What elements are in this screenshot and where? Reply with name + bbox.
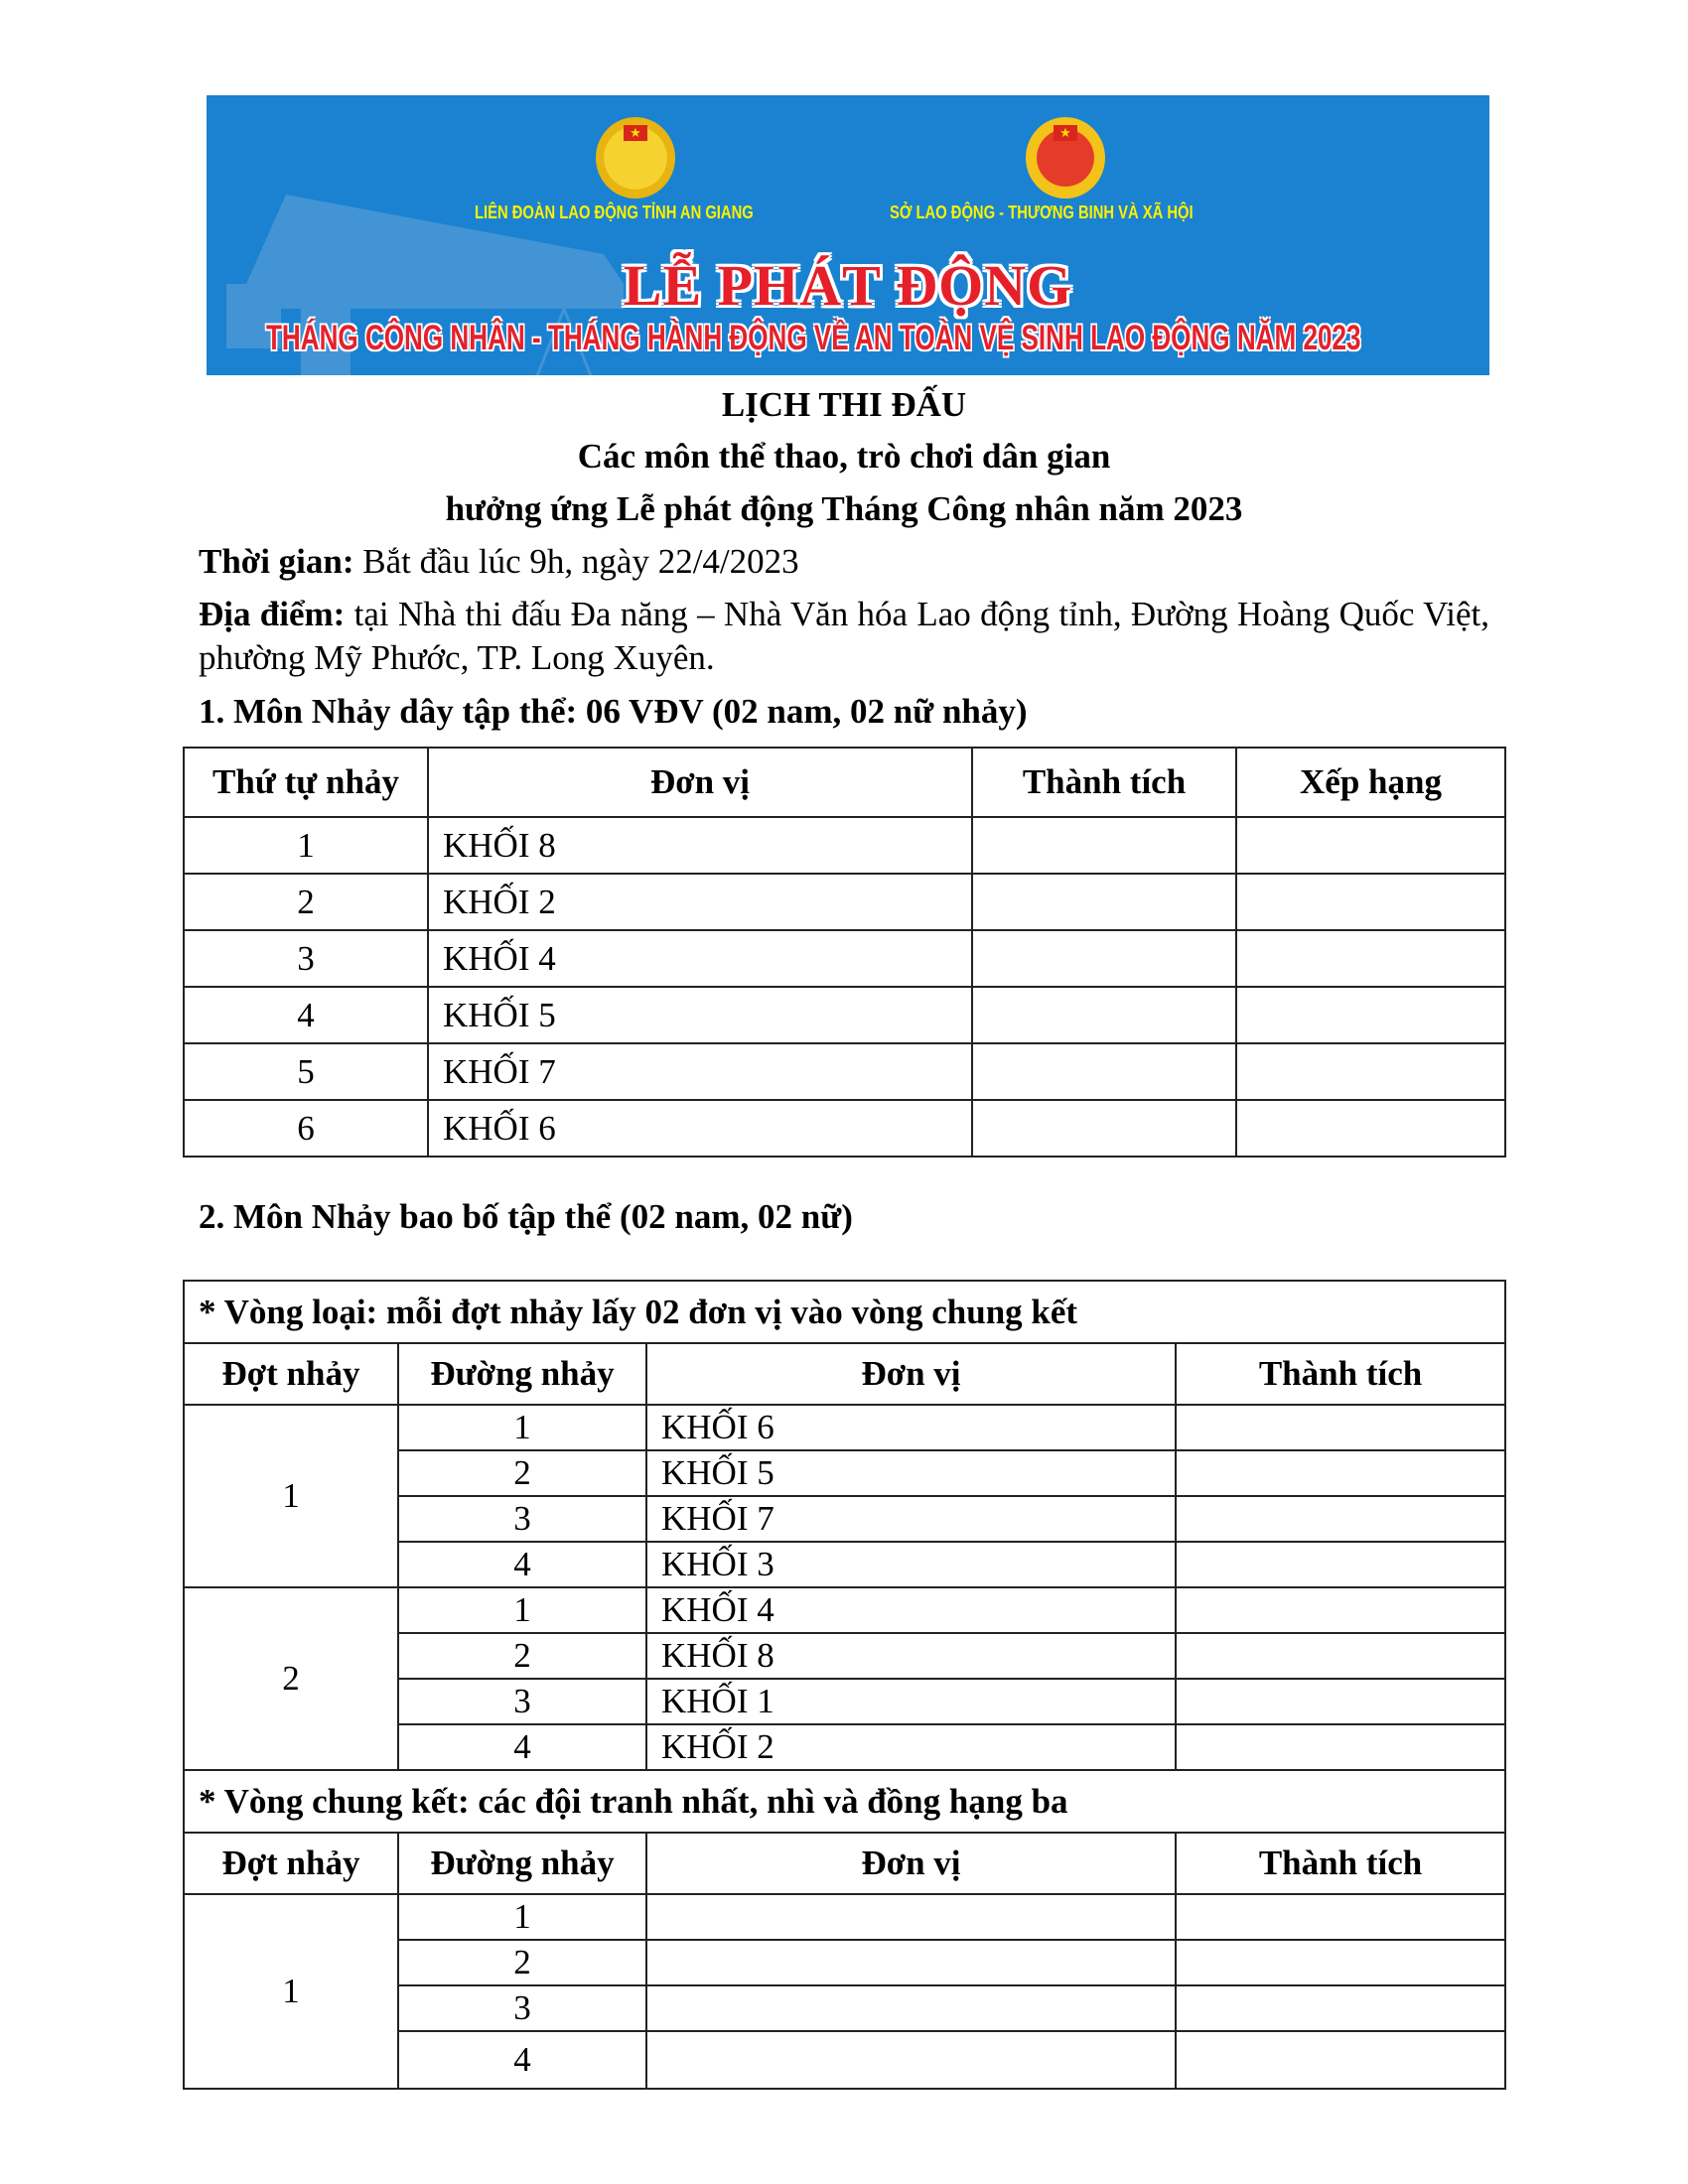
org-left-name: LIÊN ĐOÀN LAO ĐỘNG TỈNH AN GIANG [475,203,754,222]
order-cell: 2 [184,874,428,930]
result-cell [972,874,1236,930]
table-row [184,930,1505,987]
order-cell: 5 [184,1043,428,1100]
result-cell [1176,1894,1505,1940]
result-cell [972,1100,1236,1157]
section1-title: 1. Môn Nhảy dây tập thể: 06 VĐV (02 nam, 02 nữ nhảy) [199,692,1028,731]
table-row [184,1100,1505,1157]
time-label: Thời gian: [199,542,354,581]
rank-cell [1236,930,1505,987]
header-unit: Đơn vị [646,1343,1176,1405]
unit-cell [646,1985,1176,2031]
qualifying-caption-row [184,1281,1505,1343]
unit-cell: KHỐI 2 [428,874,972,930]
unit-cell [646,1940,1176,1985]
result-cell [1176,1679,1505,1724]
result-cell [1176,1496,1505,1542]
result-cell [1176,1542,1505,1587]
result-cell [1176,1985,1505,2031]
header-unit: Đơn vị [646,1833,1176,1894]
time-value: Bắt đầu lúc 9h, ngày 22/4/2023 [353,542,799,581]
table-row [184,1405,1505,1450]
unit-cell: KHỐI 3 [646,1542,1176,1587]
org-right-name: SỞ LAO ĐỘNG - THƯƠNG BINH VÀ XÃ HỘI [890,203,1194,222]
event-banner [207,95,1489,375]
qualifying-caption: * Vòng loại: mỗi đợt nhảy lấy 02 đơn vị vào vòng chung kết [184,1281,1505,1343]
banner-subtitle: THÁNG CÔNG NHÂN - THÁNG HÀNH ĐỘNG VỀ AN TOÀN VỆ SINH LAO ĐỘNG NĂM 2023 [266,319,1361,357]
lane-cell: 1 [398,1587,646,1633]
lane-cell: 3 [398,1496,646,1542]
table-row [184,987,1505,1043]
header-lane: Đường nhảy [398,1343,646,1405]
lane-cell: 1 [398,1405,646,1450]
place-value: tại Nhà thi đấu Đa năng – Nhà Văn hóa Lao động tỉnh, Đường Hoàng Quốc Việt, phường Mỹ Phước, TP. Long Xuyên. [199,595,1489,677]
qualifying-header-row [184,1343,1505,1405]
table-row [184,1587,1505,1633]
header-result: Thành tích [972,748,1236,817]
result-cell [1176,1587,1505,1633]
flag-star-icon: ★ [624,125,647,141]
unit-cell: KHỐI 4 [646,1587,1176,1633]
labor-department-logo [1026,117,1105,199]
rank-cell [1236,874,1505,930]
table-header-row [184,748,1505,817]
result-cell [1176,1633,1505,1679]
table-row [184,1894,1505,1940]
order-cell: 4 [184,987,428,1043]
unit-cell: KHỐI 8 [646,1633,1176,1679]
lane-cell: 2 [398,1450,646,1496]
unit-cell: KHỐI 8 [428,817,972,874]
lane-cell: 1 [398,1894,646,1940]
trade-union-logo [596,117,675,199]
table-row [184,874,1505,930]
table-row [184,817,1505,874]
lane-cell: 4 [398,1724,646,1770]
unit-cell: KHỐI 1 [646,1679,1176,1724]
lane-cell: 4 [398,2031,646,2089]
header-rank: Xếp hạng [1236,748,1505,817]
sack-race-table [183,1280,1506,2090]
result-cell [1176,1940,1505,1985]
lane-cell: 2 [398,1940,646,1985]
order-cell: 3 [184,930,428,987]
schedule-subheading-2: hưởng ứng Lễ phát động Tháng Công nhân năm 2023 [445,489,1243,528]
lane-cell: 3 [398,1679,646,1724]
result-cell [1176,1405,1505,1450]
unit-cell: KHỐI 7 [428,1043,972,1100]
place-line [199,593,1489,680]
lane-cell: 3 [398,1985,646,2031]
section2-title: 2. Môn Nhảy bao bố tập thể (02 nam, 02 nữ) [199,1197,853,1236]
place-label: Địa điểm: [199,595,346,633]
unit-cell: KHỐI 7 [646,1496,1176,1542]
result-cell [1176,1450,1505,1496]
rank-cell [1236,817,1505,874]
lane-cell: 4 [398,1542,646,1587]
result-cell [1176,2031,1505,2089]
header-heat: Đợt nhảy [184,1833,398,1894]
schedule-heading: LỊCH THI ĐẤU [721,385,967,424]
order-cell: 1 [184,817,428,874]
header-order: Thứ tự nhảy [184,748,428,817]
banner-title: LỄ PHÁT ĐỘNG [623,253,1073,318]
header-unit: Đơn vị [428,748,972,817]
rank-cell [1236,987,1505,1043]
result-cell [972,817,1236,874]
header-lane: Đường nhảy [398,1833,646,1894]
order-cell: 6 [184,1100,428,1157]
header-heat: Đợt nhảy [184,1343,398,1405]
emblem-star-icon: ★ [1054,125,1077,141]
rank-cell [1236,1100,1505,1157]
unit-cell: KHỐI 2 [646,1724,1176,1770]
result-cell [1176,1724,1505,1770]
final-caption: * Vòng chung kết: các đội tranh nhất, nhì và đồng hạng ba [184,1770,1505,1833]
time-line [199,542,799,582]
final-caption-row [184,1770,1505,1833]
header-result: Thành tích [1176,1833,1505,1894]
unit-cell: KHỐI 6 [646,1405,1176,1450]
heat-cell: 1 [184,1894,398,2089]
unit-cell: KHỐI 4 [428,930,972,987]
schedule-subheading-1: Các môn thể thao, trò chơi dân gian [577,437,1111,476]
final-header-row [184,1833,1505,1894]
heat-cell: 1 [184,1405,398,1587]
unit-cell [646,1894,1176,1940]
lane-cell: 2 [398,1633,646,1679]
unit-cell: KHỐI 5 [428,987,972,1043]
heat-cell: 2 [184,1587,398,1770]
unit-cell [646,2031,1176,2089]
unit-cell: KHỐI 6 [428,1100,972,1157]
table-row [184,1043,1505,1100]
result-cell [972,930,1236,987]
rank-cell [1236,1043,1505,1100]
result-cell [972,1043,1236,1100]
unit-cell: KHỐI 5 [646,1450,1176,1496]
result-cell [972,987,1236,1043]
jump-rope-table [183,747,1506,1158]
header-result: Thành tích [1176,1343,1505,1405]
